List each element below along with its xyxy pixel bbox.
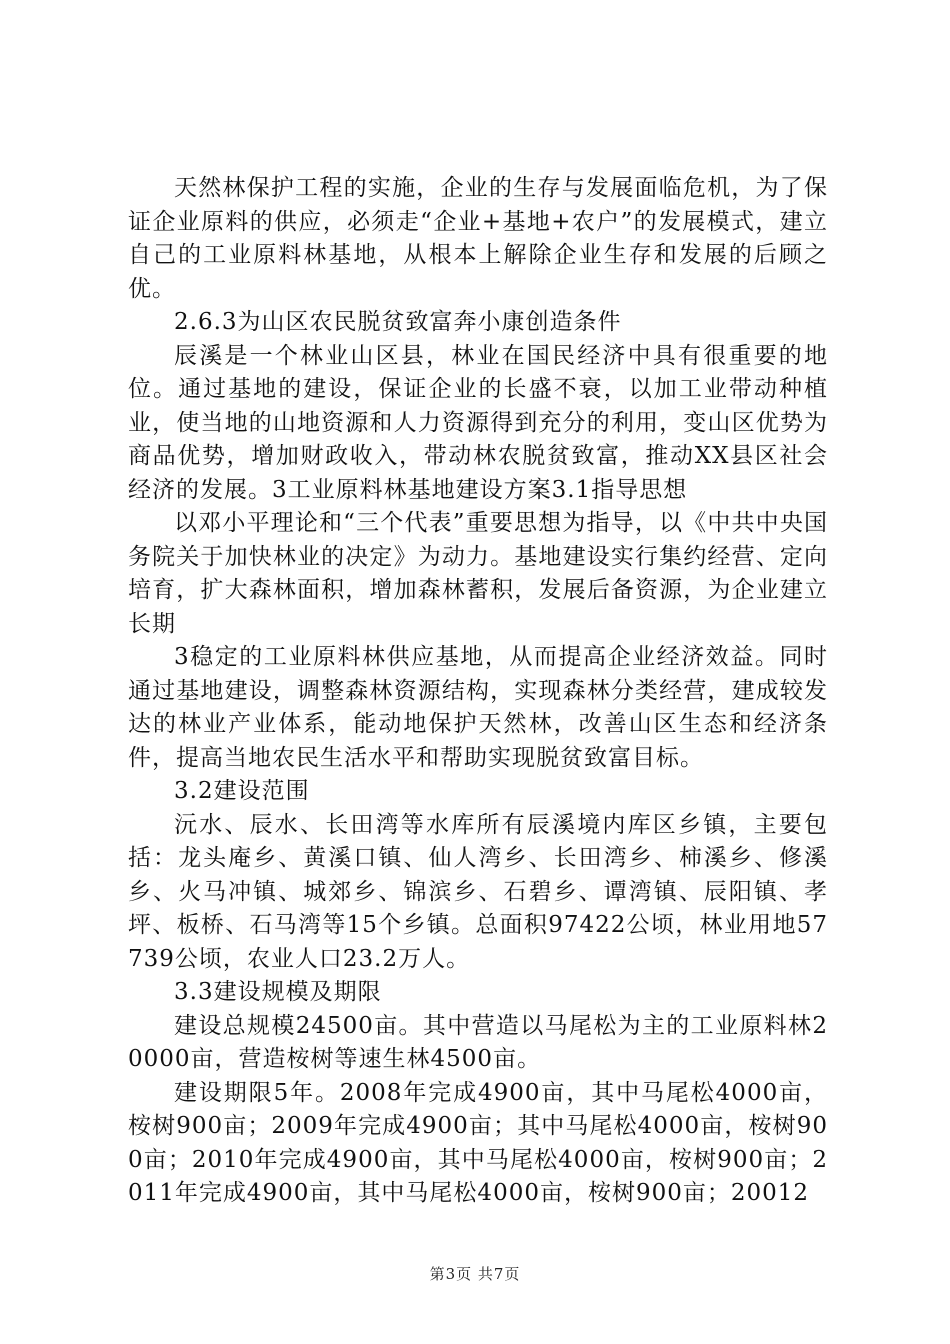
paragraph-guiding-thought: 以邓小平理论和“三个代表”重要思想为指导，以《中共中央国务院关于加快林业的决定》为动力。基地建设实行集约经营、定向培育，扩大森林面积，增加森林蓄积，发展后备资源，为企业建立长期 [128, 510, 828, 637]
paragraph-construction-period: 建设期限5年。2008年完成4900亩，其中马尾松4000亩，桉树900亩；2009年完成4900亩；其中马尾松4000亩，桉树900亩；2010年完成4900亩，其中马尾松4000亩，桉树900亩；2011年完成4900亩，其中马尾松4000亩，桉树900亩；20012 [128, 1079, 828, 1206]
paragraph-construction-scope: 沅水、辰水、长田湾等水库所有辰溪境内库区乡镇，主要包括：龙头庵乡、黄溪口镇、仙人湾乡、长田湾乡、柿溪乡、修溪乡、火马冲镇、城郊乡、锦滨乡、石碧乡、谭湾镇、辰阳镇、孝坪、板桥、石马湾等15个乡镇。总面积97422公顷，林业用地57739公顷，农业人口23.2万人。 [128, 811, 828, 972]
section-heading-3-2: 3.2建设范围 [174, 778, 310, 804]
section-heading-2-6-3: 2.6.3为山区农民脱贫致富奔小康创造条件 [174, 309, 622, 335]
document-body [128, 172, 828, 1211]
paragraph-chenxi-forestry: 辰溪是一个林业山区县，林业在国民经济中具有很重要的地位。通过基地的建设，保证企业的长盛不衰，以加工业带动种植业，使当地的山地资源和人力资源得到充分的利用，变山区优势为商品优势，增加财政收入，带动林农脱贫致富，推动XX县区社会经济的发展。3工业原料林基地建设方案3.1指导思想 [128, 342, 828, 503]
section-heading-3-3: 3.3建设规模及期限 [174, 979, 382, 1005]
paragraph-natural-forest: 天然林保护工程的实施，企业的生存与发展面临危机，为了保证企业原料的供应，必须走“企业+基地+农户”的发展模式，建立自己的工业原料林基地，从根本上解除企业生存和发展的后顾之优。 [128, 175, 828, 302]
page-number-footer: 第3页 共7页 [429, 1265, 521, 1283]
paragraph-supply-base: 3稳定的工业原料林供应基地，从而提高企业经济效益。同时通过基地建设，调整森林资源结构，实现森林分类经营，建成较发达的林业产业体系，能动地保护天然林，改善山区生态和经济条件，提高当地农民生活水平和帮助实现脱贫致富目标。 [128, 644, 828, 771]
paragraph-construction-scale: 建设总规模24500亩。其中营造以马尾松为主的工业原料林20000亩，营造桉树等速生林4500亩。 [128, 1012, 828, 1072]
